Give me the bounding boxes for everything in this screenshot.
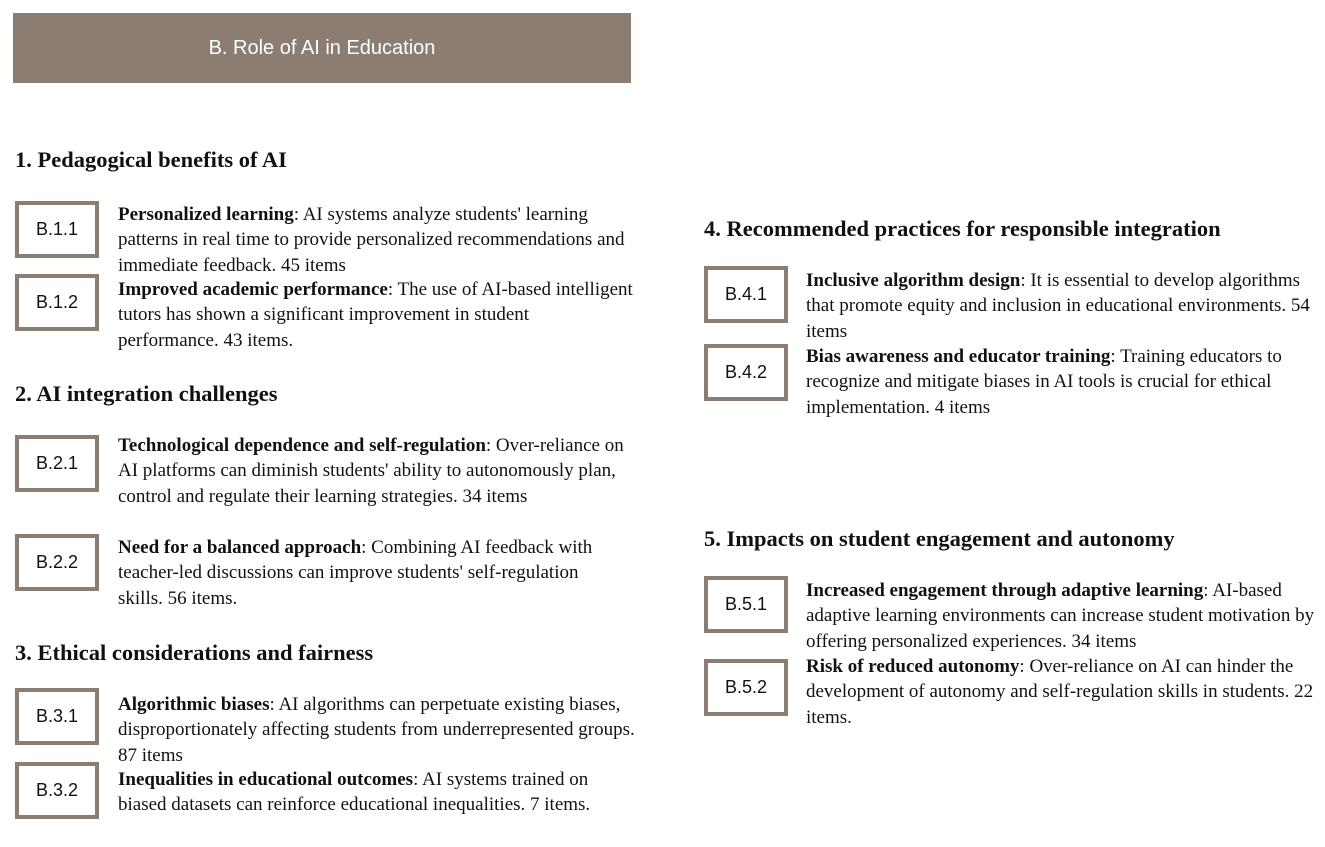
section-title: 1. Pedagogical benefits of AI <box>15 147 287 172</box>
section-title: 3. Ethical considerations and fairness <box>15 640 374 665</box>
code-box <box>15 762 99 819</box>
code-label: B.1.2 <box>35 292 79 312</box>
page-title: B. Role of AI in Education <box>208 36 436 59</box>
item-text: : Over-reliance on AI platforms can diminish students' ability to autonomously plan, control and regulate their learning strategies. 34 items <box>118 435 624 507</box>
item-label: Need for a balanced approach <box>118 537 362 558</box>
item-label: Inequalities in educational outcomes <box>118 769 414 790</box>
title-banner <box>13 13 631 83</box>
item-text: : AI systems trained on biased datasets can reinforce educational inequalities. 7 items. <box>118 769 591 816</box>
section-title: 5. Impacts on student engagement and autonomy <box>704 526 1175 551</box>
code-label: B.4.2 <box>724 362 768 382</box>
code-label: B.3.1 <box>35 706 79 726</box>
item-text: : AI algorithms can perpetuate existing biases, disproportionately affecting students from underrepresented groups. 87 items <box>118 694 635 766</box>
item-label: Inclusive algorithm design <box>806 270 1021 291</box>
code-box <box>15 435 99 492</box>
item-label: Improved academic performance <box>118 279 388 300</box>
item-text: : Training educators to recognize and mitigate biases in AI tools is crucial for ethical implementation. 4 items <box>806 346 1282 418</box>
item-description <box>118 277 633 353</box>
item-description <box>118 202 633 278</box>
code-label: B.4.1 <box>724 284 768 304</box>
item-label: Personalized learning <box>118 204 294 225</box>
item-text: : The use of AI-based intelligent tutors has shown a significant improvement in student performance. 43 items. <box>118 279 633 351</box>
item-text: : AI-based adaptive learning environments can increase student motivation by offering personalized experiences. 34 items <box>806 580 1315 652</box>
item-text: : Over-reliance on AI can hinder the development of autonomy and self-regulation skills in students. 22 items. <box>806 656 1314 728</box>
item-text: : AI systems analyze students' learning patterns in real time to provide personalized recommendations and immediate feedback. 45 items <box>118 204 625 276</box>
code-box <box>15 688 99 745</box>
item-label: Bias awareness and educator training <box>806 346 1111 367</box>
code-label: B.2.1 <box>35 453 79 473</box>
item-label: Risk of reduced autonomy <box>806 656 1020 677</box>
code-label: B.3.2 <box>35 780 79 800</box>
code-label: B.1.1 <box>35 219 79 239</box>
item-label: Algorithmic biases <box>118 694 270 715</box>
item-description <box>118 433 628 509</box>
item-description <box>118 767 638 818</box>
item-description <box>806 268 1325 344</box>
code-box <box>15 274 99 331</box>
code-box <box>704 576 788 633</box>
item-text: : Combining AI feedback with teacher-led discussions can improve students' self-regulation skills. 56 items. <box>118 537 593 609</box>
item-description <box>118 692 638 768</box>
code-label: B.5.2 <box>724 677 768 697</box>
code-label: B.2.2 <box>35 552 79 572</box>
item-description <box>806 654 1321 730</box>
code-label: B.5.1 <box>724 594 768 614</box>
code-box <box>704 344 788 401</box>
item-description <box>806 344 1325 420</box>
item-label: Technological dependence and self-regulation <box>118 435 486 456</box>
item-text: : It is essential to develop algorithms that promote equity and inclusion in educational environments. 54 items <box>806 270 1310 342</box>
code-box <box>704 659 788 716</box>
item-description <box>806 578 1321 654</box>
section-title: 4. Recommended practices for responsible integration <box>704 216 1221 241</box>
code-box <box>15 201 99 258</box>
code-box <box>15 534 99 591</box>
code-box <box>704 266 788 323</box>
item-label: Increased engagement through adaptive learning <box>806 580 1204 601</box>
section-title: 2. AI integration challenges <box>15 381 278 406</box>
item-description <box>118 535 628 611</box>
